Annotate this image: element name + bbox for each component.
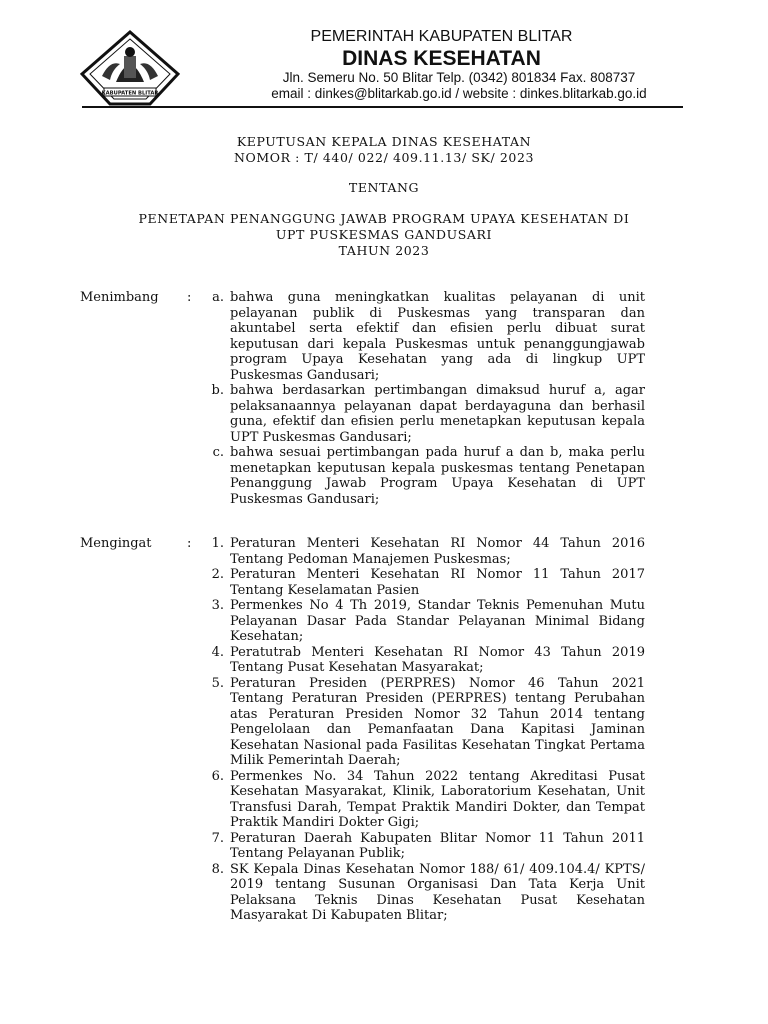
item-marker: 6. xyxy=(211,768,224,784)
decree-number: NOMOR : T/ 440/ 022/ 409.11.13/ SK/ 2023 xyxy=(233,150,535,165)
item-text: Permenkes No. 34 Tahun 2022 tentang Akreditasi Pusat Kesehatan Masyarakat, Klinik, Laboratorium Kesehatan, Unit Transfusi Darah, Tempat Praktik Mandiri Dokter, dan Tempat Praktik Mandiri Dokter Gigi; xyxy=(230,768,645,830)
agency-name: PEMERINTAH KABUPATEN BLITAR xyxy=(310,28,573,45)
list-item xyxy=(200,598,645,645)
list-item xyxy=(200,831,645,862)
decree-subject-line2: UPT PUSKESMAS GANDUSARI xyxy=(275,227,493,242)
logo-caption: KABUPATEN BLITAR xyxy=(101,90,159,97)
list-item xyxy=(200,567,645,598)
item-text: Peratutrab Menteri Kesehatan RI Nomor 43 Tahun 2019 Tentang Pusat Kesehatan Masyarakat; xyxy=(230,644,645,675)
item-marker: 4. xyxy=(211,644,224,660)
decree-subject-line3: TAHUN 2023 xyxy=(338,243,430,258)
menimbang-label: Menimbang xyxy=(80,290,159,305)
item-marker: 3. xyxy=(211,598,224,613)
item-marker: 2. xyxy=(211,567,224,582)
item-text: SK Kepala Dinas Kesehatan Nomor 188/ 61/ 409.104.4/ KPTS/ 2019 tentang Susunan Organisasi Dan Tata Kerja Unit Pelaksana Teknis Dinas Kesehatan Pusat Kesehatan Masyarakat Di Kabupaten Blitar; xyxy=(230,861,645,923)
list-item xyxy=(200,769,645,831)
item-marker: 8. xyxy=(211,861,224,877)
item-text: Permenkes No 4 Th 2019, Standar Teknis Pemenuhan Mutu Pelayanan Dasar Pada Standar Pelayanan Minimal Bidang Kesehatan; xyxy=(230,598,645,644)
item-marker: b. xyxy=(211,383,224,398)
tentang-heading: TENTANG xyxy=(348,180,420,195)
decree-subject-line1: PENETAPAN PENANGGUNG JAWAB PROGRAM UPAYA KESEHATAN DI xyxy=(138,211,630,226)
list-item xyxy=(200,676,645,769)
department-name: DINAS KESEHATAN xyxy=(342,47,541,70)
menimbang-list xyxy=(200,290,645,507)
item-text: bahwa guna meningkatkan kualitas pelayanan di unit pelayanan publik di Puskesmas yang transparan dan akuntabel serta efektif dan efisien perlu dibuat surat keputusan dari kepala Puskesmas untuk penanggungjawab program Upaya Kesehatan yang ada di lingkup UPT Puskesmas Gandusari; xyxy=(230,290,645,383)
item-text: Peraturan Menteri Kesehatan RI Nomor 11 Tahun 2017 Tentang Keselamatan Pasien xyxy=(230,567,645,598)
list-item xyxy=(200,536,645,567)
item-marker: a. xyxy=(212,290,224,305)
list-item xyxy=(200,445,645,507)
mengingat-label: Mengingat xyxy=(80,536,152,551)
menimbang-colon: : xyxy=(187,290,192,305)
contact-line: email : dinkes@blitarkab.go.id / website : dinkes.blitarkab.go.id xyxy=(271,86,647,101)
decree-heading: KEPUTUSAN KEPALA DINAS KESEHATAN xyxy=(236,134,532,149)
item-marker: c. xyxy=(212,445,224,460)
list-item xyxy=(200,383,645,445)
mengingat-list xyxy=(200,536,645,924)
item-text: Peraturan Presiden (PERPRES) Nomor 46 Tahun 2021 Tentang Peraturan Presiden (PERPRES) tentang Perubahan atas Peraturan Presiden Nomor 32 Tahun 2014 tentang Pengelolaan dan Pemanfaatan Dana Kapitasi Jaminan Kesehatan Nasional pada Fasilitas Kesehatan Tingkat Pertama Milik Pemerintah Daerah; xyxy=(230,675,645,768)
mengingat-colon: : xyxy=(187,536,192,551)
item-marker: 1. xyxy=(211,536,224,551)
list-item xyxy=(200,862,645,924)
list-item xyxy=(200,645,645,676)
item-text: bahwa sesuai pertimbangan pada huruf a dan b, maka perlu menetapkan keputusan kepala puskesmas tentang Penetapan Penanggung Jawab Program Upaya Kesehatan di UPT Puskesmas Gandusari; xyxy=(230,445,645,507)
item-text: bahwa berdasarkan pertimbangan dimaksud huruf a, agar pelaksanaannya pelayanan dapat berdayaguna dan berhasil guna, efektif dan efisien perlu menetapkan keputusan kepala UPT Puskesmas Gandusari; xyxy=(230,383,645,445)
item-text: Peraturan Daerah Kabupaten Blitar Nomor 11 Tahun 2011 Tentang Pelayanan Publik; xyxy=(230,830,645,861)
item-marker: 5. xyxy=(211,675,224,691)
address-line: Jln. Semeru No. 50 Blitar Telp. (0342) 801834 Fax. 808737 xyxy=(282,70,636,85)
list-item xyxy=(200,290,645,383)
item-text: Peraturan Menteri Kesehatan RI Nomor 44 Tahun 2016 Tentang Pedoman Manajemen Puskesmas; xyxy=(230,536,645,567)
letterhead-divider xyxy=(82,106,683,108)
item-marker: 7. xyxy=(211,830,224,846)
